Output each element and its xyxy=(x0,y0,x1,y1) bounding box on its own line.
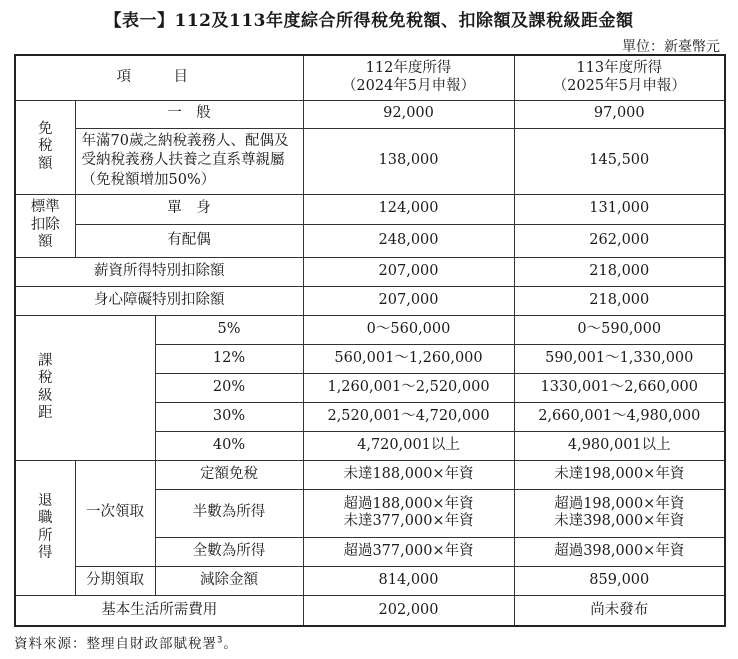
standard-spouse-113: 262,000 xyxy=(514,224,725,257)
disability-113: 218,000 xyxy=(514,286,725,315)
table-row xyxy=(15,460,725,489)
retirement-deduction-113: 859,000 xyxy=(514,566,725,595)
table-row xyxy=(15,315,725,344)
standard-spouse-label: 有配偶 xyxy=(75,224,303,257)
retirement-full-113: 超過398,000×年資 xyxy=(514,537,725,566)
bracket-113: 590,001～1,330,000 xyxy=(514,344,725,373)
bracket-rate: 40% xyxy=(155,431,303,460)
table-row xyxy=(15,194,725,224)
retirement-installment-label: 分期領取 xyxy=(75,566,155,595)
standard-single-label: 單 身 xyxy=(75,194,303,224)
bracket-112: 560,001～1,260,000 xyxy=(303,344,514,373)
standard-single-113: 131,000 xyxy=(514,194,725,224)
table-row xyxy=(15,100,725,128)
salary-113: 218,000 xyxy=(514,257,725,286)
bracket-112: 2,520,001～4,720,000 xyxy=(303,402,514,431)
table-row xyxy=(15,128,725,194)
bracket-rate: 5% xyxy=(155,315,303,344)
retirement-full-112: 超過377,000×年資 xyxy=(303,537,514,566)
unit-label: 單位：新臺幣元 xyxy=(622,39,720,55)
bracket-rate: 30% xyxy=(155,402,303,431)
table-row xyxy=(15,595,725,626)
table-row xyxy=(15,224,725,257)
header-112: 112年度所得 （2024年5月申報） xyxy=(303,55,514,100)
retirement-half-label: 半數為所得 xyxy=(155,489,303,537)
bracket-113: 2,660,001～4,980,000 xyxy=(514,402,725,431)
bracket-113: 0～590,000 xyxy=(514,315,725,344)
retirement-deduction-112: 814,000 xyxy=(303,566,514,595)
retirement-group-label: 退 職 所 得 xyxy=(15,460,75,595)
exemption-group-label: 免 稅 額 xyxy=(15,100,75,194)
retirement-exempt-112: 未達188,000×年資 xyxy=(303,460,514,489)
header-row xyxy=(15,55,725,100)
retirement-deduction-label: 減除金額 xyxy=(155,566,303,595)
exemption-general-label: 一 般 xyxy=(75,100,303,128)
table-title: 【表一】112及113年度綜合所得稅免稅額、扣除額及課稅級距金額 xyxy=(104,11,634,31)
salary-112: 207,000 xyxy=(303,257,514,286)
bracket-112: 0～560,000 xyxy=(303,315,514,344)
table-row xyxy=(15,566,725,595)
salary-label: 薪資所得特別扣除額 xyxy=(15,257,303,286)
bracket-112: 1,260,001～2,520,000 xyxy=(303,373,514,402)
table-row xyxy=(15,257,725,286)
exemption-senior-label: 年滿70歲之納稅義務人、配偶及受納稅義務人扶養之直系尊親屬（免稅額增加50%） xyxy=(75,128,303,194)
basic-living-label: 基本生活所需費用 xyxy=(15,595,303,626)
source-note: 資料來源：整理自財政部賦稅署$^3$。 xyxy=(14,635,238,652)
exemption-senior-112: 138,000 xyxy=(303,128,514,194)
bracket-113: 4,980,001以上 xyxy=(514,431,725,460)
retirement-half-112: 超過188,000×年資 未達377,000×年資 xyxy=(303,489,514,537)
table-row xyxy=(15,286,725,315)
tax-table xyxy=(14,54,726,627)
retirement-exempt-113: 未達198,000×年資 xyxy=(514,460,725,489)
bracket-113: 1330,001～2,660,000 xyxy=(514,373,725,402)
exemption-general-112: 92,000 xyxy=(303,100,514,128)
basic-living-112: 202,000 xyxy=(303,595,514,626)
bracket-rate: 20% xyxy=(155,373,303,402)
standard-single-112: 124,000 xyxy=(303,194,514,224)
standard-group-label: 標準 扣除 額 xyxy=(15,194,75,257)
footnote-marker: 3 xyxy=(217,635,224,646)
retirement-lump-sum-label: 一次領取 xyxy=(75,460,155,566)
bracket-rate: 12% xyxy=(155,344,303,373)
retirement-half-113: 超過198,000×年資 未達398,000×年資 xyxy=(514,489,725,537)
retirement-exempt-label: 定額免稅 xyxy=(155,460,303,489)
disability-112: 207,000 xyxy=(303,286,514,315)
header-item: 項 目 xyxy=(15,55,303,100)
exemption-senior-113: 145,500 xyxy=(514,128,725,194)
standard-spouse-112: 248,000 xyxy=(303,224,514,257)
bracket-112: 4,720,001以上 xyxy=(303,431,514,460)
basic-living-113: 尚未發布 xyxy=(514,595,725,626)
disability-label: 身心障礙特別扣除額 xyxy=(15,286,303,315)
brackets-group-label: 課 稅 級 距 xyxy=(15,315,155,460)
exemption-general-113: 97,000 xyxy=(514,100,725,128)
retirement-full-label: 全數為所得 xyxy=(155,537,303,566)
header-113: 113年度所得 （2025年5月申報） xyxy=(514,55,725,100)
